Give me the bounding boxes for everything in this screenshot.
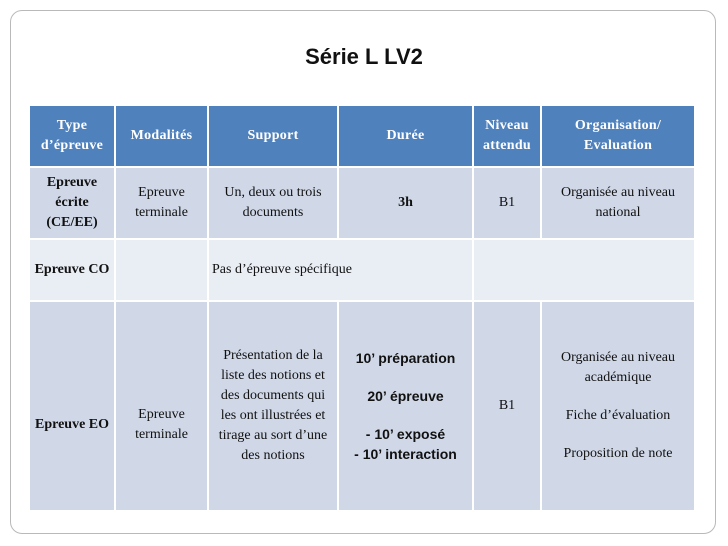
cell-modalites-ecrite: Epreuve terminale xyxy=(115,167,208,239)
table-row-ecrite xyxy=(29,167,695,239)
cell-organisation-ecrite: Organisée au niveau national xyxy=(541,167,695,239)
cell-duree-ecrite: 3h xyxy=(338,167,473,239)
org-fiche: Fiche d’évaluation xyxy=(565,408,671,423)
cell-modalites-eo: Epreuve terminale xyxy=(115,301,208,511)
cell-support-eo: Présentation de la liste des notions et des documents qui les ont illustrées et tirage au sort d’une des notions xyxy=(208,301,338,511)
cell-niveau-eo: B1 xyxy=(473,301,541,511)
header-duree: Durée xyxy=(338,105,473,167)
duree-expose: - 10’ exposé xyxy=(365,426,446,442)
header-row xyxy=(29,105,695,167)
cell-type-ecrite: Epreuve écrite (CE/EE) xyxy=(29,167,115,239)
duree-epreuve: 20’ épreuve xyxy=(367,388,444,404)
org-academique: Organisée au niveau académique xyxy=(560,350,676,385)
header-niveau: Niveau attendu xyxy=(473,105,541,167)
duree-preparation: 10’ préparation xyxy=(355,350,456,366)
org-note: Proposition de note xyxy=(563,446,673,461)
cell-type-eo: Epreuve EO xyxy=(29,301,115,511)
header-support: Support xyxy=(208,105,338,167)
slide-title: Série L LV2 xyxy=(305,44,423,69)
cell-type-co: Epreuve CO xyxy=(29,239,115,301)
header-organisation: Organisation/ Evaluation xyxy=(541,105,695,167)
exam-table xyxy=(28,104,696,512)
cell-empty-co xyxy=(115,239,208,301)
table-row-co xyxy=(29,239,695,301)
cell-organisation-eo xyxy=(541,301,695,511)
header-type: Type d’épreuve xyxy=(29,105,115,167)
cell-support-ecrite: Un, deux ou trois documents xyxy=(208,167,338,239)
cell-niveau-ecrite: B1 xyxy=(473,167,541,239)
table-row-eo xyxy=(29,301,695,511)
cell-empty-co-right xyxy=(473,239,695,301)
header-modalites: Modalités xyxy=(115,105,208,167)
cell-note-co: Pas d’épreuve spécifique xyxy=(208,239,473,301)
duree-interaction: - 10’ interaction xyxy=(354,446,457,462)
cell-duree-eo xyxy=(338,301,473,511)
